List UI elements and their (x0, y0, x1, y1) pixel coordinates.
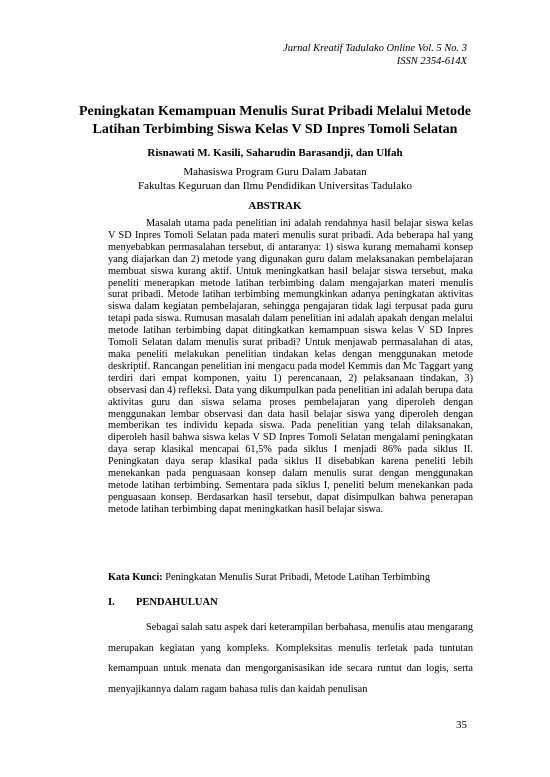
section-title: PENDAHULUAN (136, 597, 218, 608)
author-affiliation (60, 165, 490, 193)
article-authors: Risnawati M. Kasili, Saharudin Barasandji, dan Ulfah (147, 147, 403, 159)
section-heading (108, 596, 218, 609)
keywords-text: Peningkatan Menulis Surat Pribadi, Metode Latihan Terbimbing (165, 572, 430, 583)
keywords-label: Kata Kunci: (108, 572, 163, 583)
affiliation-faculty: Fakultas Keguruan dan Ilmu Pendidikan Universitas Tadulako (138, 180, 412, 192)
journal-header (283, 42, 467, 68)
page-number: 35 (456, 719, 467, 731)
abstract-heading: ABSTRAK (248, 200, 302, 212)
article-title: Peningkatan Kemampuan Menulis Surat Pribadi Melalui Metode Latihan Terbimbing Siswa Kelas V SD Inpres Tomoli Selatan (78, 104, 471, 137)
keywords (108, 571, 478, 584)
affiliation-program: Mahasiswa Program Guru Dalam Jabatan (183, 166, 367, 178)
journal-name: Jurnal Kreatif Tadulako Online Vol. 5 No. 3 (283, 43, 467, 54)
abstract-text: Masalah utama pada penelitian ini adalah rendahnya hasil belajar siswa kelas V SD Inpres Tomoli Selatan pada materi menulis surat pribadi. Ada beberapa hal yang menyebabkan permasalahan tersebut, di antaranya: 1) siswa kurang memahami konsep yang diajarkan dan 2) metode yang digunakan guru dalam melaksanakan pembelajaran membuat siswa kurang aktif. Untuk meningkatkan hasil belajar siswa tersebut, maka peneliti menerapkan metode latihan terbimbing dalam mengajarkan materi menulis surat pribadi. Metode latihan terbimbing memungkinkan adanya peningkatan aktivitas siswa dalam kegiatan pembelajaran, sehingga pengajaran tidak lagi terpusat pada guru tetapi pada siswa. Rumusan masalah dalam penelitian ini adalah apakah dengan melalui metode latihan terbimbing dapat ditingkatkan kemampuan siswa kelas V SD Inpres Tomoli Selatan dalam menulis surat pribadi? Untuk menjawab permasalahan di atas, maka peneliti melakukan penelitian tindakan kelas dengan menggunakan metode deskriptif. Rancangan penelitian ini mengacu pada model Kemmis dan Mc Taggart yang terdiri dari empat komponen, yaitu 1) perencanaan, 2) pelaksanaan tindakan, 3) observasi dan 4) refleksi. Data yang dikumpulkan pada penelitian ini adalah berupa data aktivitas guru dan siswa selama proses pembelajaran yang diperoleh dengan menggunakan lembar observasi dan data hasil belajar siswa yang diperoleh dengan memberikan tes individu kepada siswa. Pada penelitian yang telah dilaksanakan, diperoleh hasil bahwa siswa kelas V SD Inpres Tomoli Selatan mengalami peningkatan daya serap klasikal mencapai 61,5% pada siklus I menjadi 86% pada siklus II. Peningkatan daya serap klasikal pada siklus II disebabkan karena peneliti lebih menekankan pada penguasaan konsep dalam menulis surat dengan menggunakan metode latihan terbimbing. Sementara pada siklus I, peneliti belum menekankan pada penguasaan konsep. Berdasarkan hasil tersebut, dapat disimpulkan bahwa penerapan metode latihan terbimbing dapat meningkatkan hasil belajar siswa. (108, 218, 473, 515)
introduction-text: Sebagai salah satu aspek dari keterampilan berbahasa, menulis atau mengarang merupakan kegiatan yang kompleks. Kompleksitas menulis terletak pada tuntutan kemampuan untuk menata dan mengorganisasikan ide secara runtut dan logis, serta menyajikannya dalam ragam bahasa tulis dan kaidah penulisan (108, 622, 473, 696)
journal-issn: ISSN 2354-614X (396, 56, 467, 67)
section-number: I. (108, 597, 115, 608)
